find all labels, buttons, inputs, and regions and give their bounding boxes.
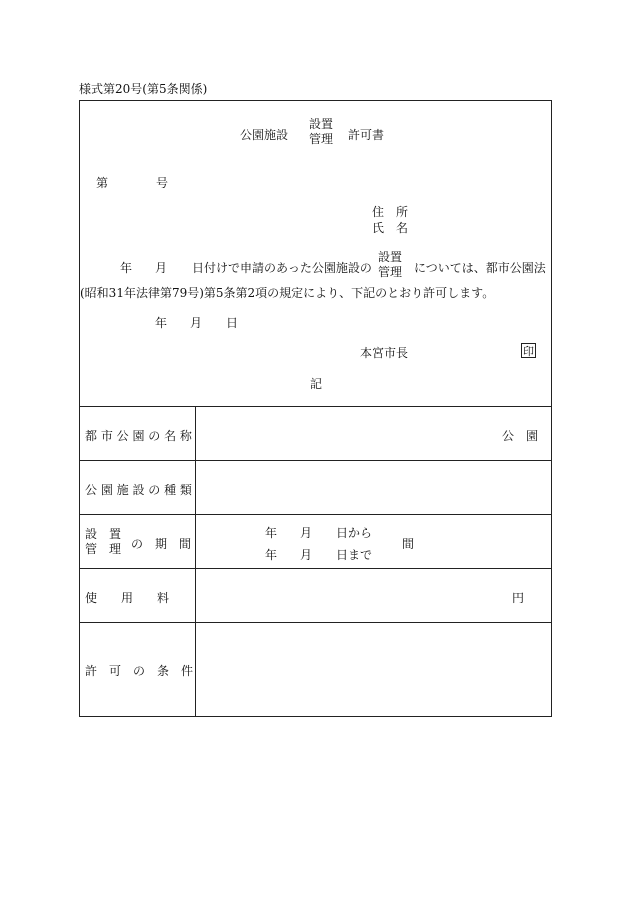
period-label-rest: の 期 間	[131, 537, 192, 551]
row-divider	[79, 406, 552, 407]
seal-box	[521, 343, 536, 358]
row-divider	[79, 568, 552, 569]
title-right: 許可書	[348, 128, 385, 142]
period-span: 間	[402, 537, 415, 551]
issuer-name: 本宮市長	[360, 346, 409, 360]
column-divider	[195, 406, 196, 717]
body-date-text: 日付けで申請のあった公園施設の	[192, 261, 372, 275]
body-line2: (昭和31年法律第79号)第5条第2項の規定により、下記のとおり許可します。	[80, 286, 495, 300]
conditions-label: 許 可 の 条 件	[85, 664, 194, 678]
body-stack-bottom: 管理	[378, 265, 403, 279]
period-stack-bottom: 管 理	[85, 542, 122, 556]
issue-day: 日	[226, 316, 239, 330]
form-frame	[79, 100, 552, 717]
row-divider	[79, 460, 552, 461]
issue-month: 月	[190, 316, 203, 330]
period-label-stack	[85, 527, 121, 557]
doc-number-go: 号	[156, 176, 169, 190]
title-stack-top: 設置	[309, 117, 334, 131]
issue-year: 年	[155, 316, 168, 330]
fee-unit: 円	[512, 591, 525, 605]
title-left: 公園施設	[240, 128, 289, 142]
period-from-year: 年	[265, 526, 278, 540]
row-divider	[79, 514, 552, 515]
body-year: 年	[120, 261, 133, 275]
period-to-month: 月	[300, 548, 313, 562]
period-to-day: 日まで	[336, 548, 373, 562]
body-stack	[378, 250, 402, 280]
period-from-day: 日から	[336, 526, 373, 540]
body-after-stack: については、都市公園法	[414, 261, 546, 275]
park-name-label: 都 市 公 園 の 名 称	[85, 429, 192, 443]
row-divider	[79, 622, 552, 623]
address-label: 住 所	[372, 205, 409, 219]
title-stack	[309, 117, 333, 147]
seal-mark: 印	[523, 344, 534, 358]
form-number: 様式第20号(第5条関係)	[79, 82, 208, 96]
period-stack-top: 設 置	[85, 527, 122, 541]
body-stack-top: 設置	[378, 250, 403, 264]
fee-label: 使 用 料	[85, 591, 170, 605]
facility-type-label: 公 園 施 設 の 種 類	[85, 483, 192, 497]
period-to-year: 年	[265, 548, 278, 562]
period-from-month: 月	[300, 526, 313, 540]
doc-number-dai: 第	[96, 176, 109, 190]
body-month: 月	[155, 261, 168, 275]
ki-label: 記	[310, 377, 323, 391]
title-stack-bottom: 管理	[309, 132, 334, 146]
park-name-suffix: 公 園	[502, 429, 539, 443]
name-label: 氏 名	[372, 221, 409, 235]
